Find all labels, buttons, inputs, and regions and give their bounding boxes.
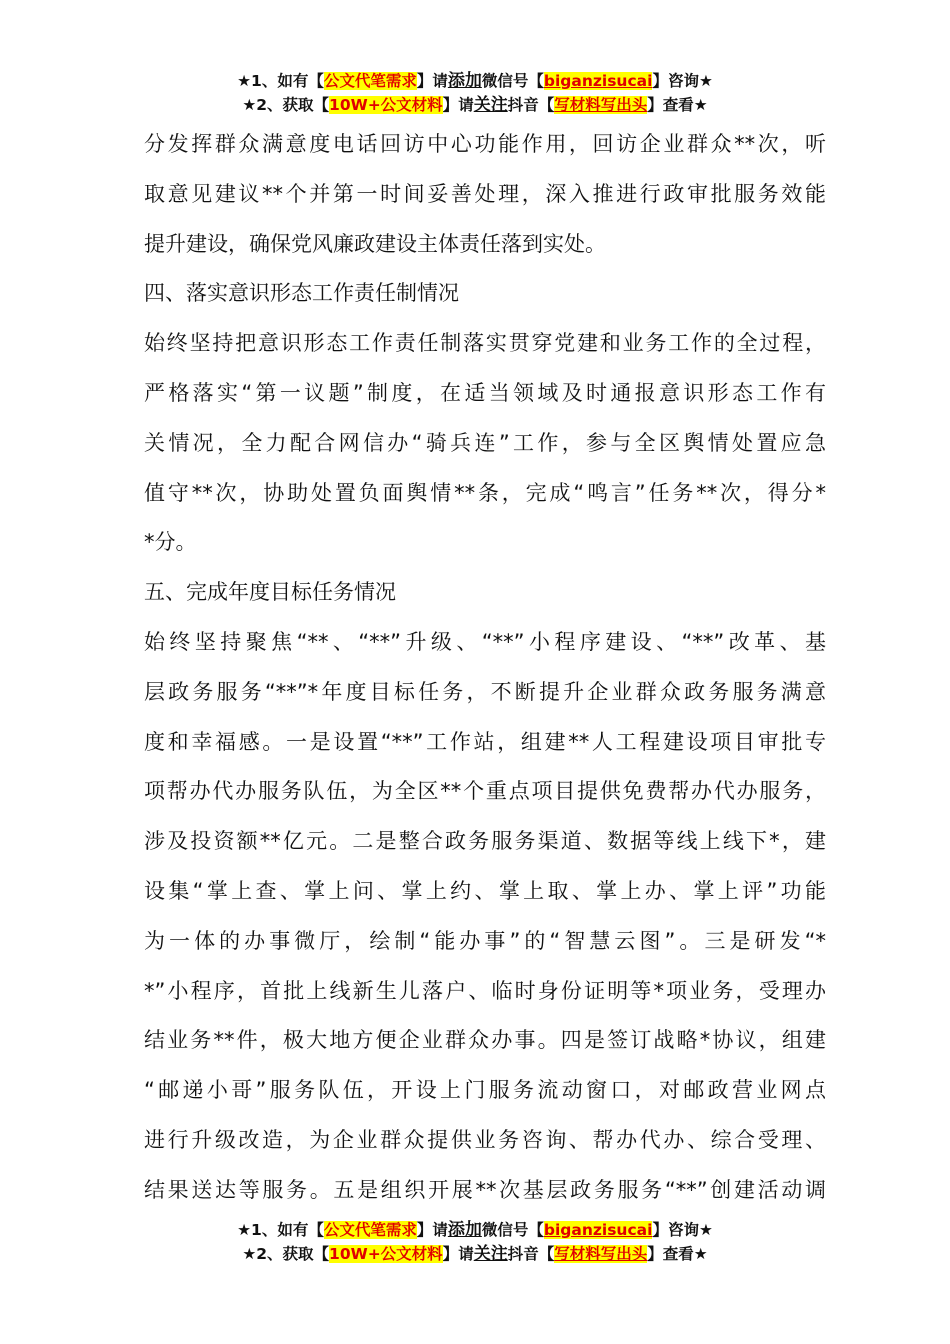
star-icon: ★: [237, 72, 252, 90]
highlight-link[interactable]: biganzisucai: [543, 1221, 653, 1239]
banner-text: 】查看: [647, 96, 694, 114]
text-line: 始终坚持聚焦“**、“**”升级、“**”小程序建设、“**”改革、基: [144, 629, 826, 654]
text-line: 值守**次，协助处置负面舆情**条，完成“鸣言”任务**次，得分*: [144, 480, 826, 505]
text-line: “邮递小哥”服务队伍，开设上门服务流动窗口，对邮政营业网点: [144, 1078, 826, 1103]
banner-text: 】请: [416, 72, 448, 90]
text-line: *”小程序，首批上线新生儿落户、临时身份证明等*项业务，受理办: [144, 978, 826, 1003]
banner-row2: [0, 1242, 950, 1266]
text-line: 取意见建议**个并第一时间妥善处理，深入推进行政审批服务效能: [144, 181, 826, 206]
text-line: *分。: [144, 530, 197, 555]
highlight-text: 10W+公文材料: [329, 96, 443, 114]
text-line: 结果送达等服务。五是组织开展**次基层政务服务“**”创建活动调: [144, 1177, 826, 1202]
text-line: 涉及投资额**亿元。二是整合政务服务渠道、数据等线上线下*，建: [144, 829, 826, 854]
section-heading: 五、完成年度目标任务情况: [144, 580, 396, 605]
star-icon: ★: [237, 1221, 252, 1239]
highlight-text: 公文代笔需求: [323, 1221, 417, 1239]
text-line: 关情况，全力配合网信办“骑兵连”工作，参与全区舆情处置应急: [144, 430, 826, 455]
banner-text: 1、如有【: [251, 1221, 324, 1239]
section-heading: 四、落实意识形态工作责任制情况: [144, 281, 459, 306]
text-line: 项帮办代办服务队伍，为全区**个重点项目提供免费帮办代办服务，: [144, 779, 826, 804]
underlined-text: 添加: [447, 71, 482, 91]
banner-text: 抖音【: [507, 96, 555, 114]
text-line: 度和幸福感。一是设置“**”工作站，组建**人工程建设项目审批专: [144, 729, 826, 754]
banner-text: 】请: [442, 1245, 474, 1263]
star-icon: ★: [693, 1245, 708, 1263]
text-line: 为一体的办事微厅，绘制“能办事”的“智慧云图”。三是研发“*: [144, 928, 826, 953]
banner-text: 1、如有【: [251, 72, 324, 90]
text-line: 严格落实“第一议题”制度，在适当领域及时通报意识形态工作有: [144, 380, 826, 405]
document-body: [144, 120, 826, 1216]
star-icon: ★: [693, 96, 708, 114]
banner-row1: [0, 69, 950, 93]
banner-text: 2、获取【: [256, 1245, 330, 1263]
underlined-text: 添加: [447, 1220, 482, 1240]
highlight-link[interactable]: biganzisucai: [543, 72, 653, 90]
banner-text: 】请: [416, 1221, 448, 1239]
highlight-text: 公文代笔需求: [323, 72, 417, 90]
underlined-text: 关注: [473, 95, 508, 115]
text-line: 结业务**件，极大地方便企业群众办事。四是签订战略*协议，组建: [144, 1028, 826, 1053]
banner-text: 】咨询: [652, 1221, 699, 1239]
banner-text: 抖音【: [507, 1245, 555, 1263]
banner-text: 】请: [442, 96, 474, 114]
text-line: 进行升级改造，为企业群众提供业务咨询、帮办代办、综合受理、: [144, 1127, 826, 1152]
banner-row2: [0, 93, 950, 117]
star-icon: ★: [698, 72, 713, 90]
star-icon: ★: [698, 1221, 713, 1239]
header-banner: [0, 69, 950, 117]
banner-text: 】查看: [647, 1245, 694, 1263]
text-line: 设集“掌上查、掌上问、掌上约、掌上取、掌上办、掌上评”功能: [144, 878, 826, 903]
highlight-link[interactable]: 写材料写出头: [554, 96, 648, 114]
banner-text: 微信号【: [481, 1221, 544, 1239]
highlight-text: 10W+公文材料: [329, 1245, 443, 1263]
text-line: 层政务服务“**”*年度目标任务，不断提升企业群众政务服务满意: [144, 679, 826, 704]
banner-row1: [0, 1218, 950, 1242]
text-line: 始终坚持把意识形态工作责任制落实贯穿党建和业务工作的全过程，: [144, 331, 826, 356]
star-icon: ★: [242, 1245, 257, 1263]
banner-text: 微信号【: [481, 72, 544, 90]
text-line: 提升建设，确保党风廉政建设主体责任落到实处。: [144, 231, 606, 256]
banner-text: 2、获取【: [256, 96, 330, 114]
footer-banner: [0, 1218, 950, 1266]
highlight-link[interactable]: 写材料写出头: [554, 1245, 648, 1263]
text-line: 分发挥群众满意度电话回访中心功能作用，回访企业群众**次，听: [144, 132, 826, 156]
underlined-text: 关注: [473, 1244, 508, 1264]
star-icon: ★: [242, 96, 257, 114]
banner-text: 】咨询: [652, 72, 699, 90]
